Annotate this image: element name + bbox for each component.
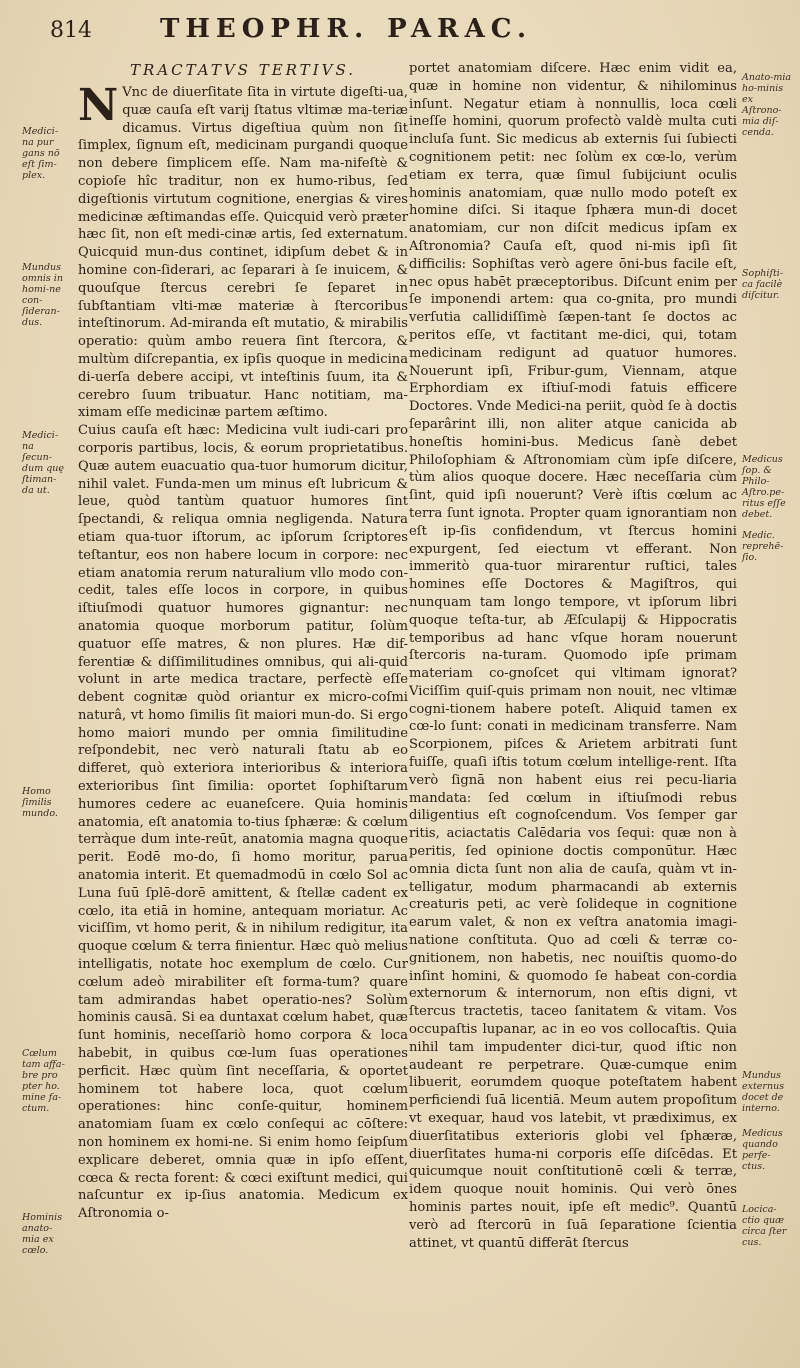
margin-note-left-3: Medici-na ſecun-dum quę ſtiman-da ut. [22, 430, 65, 496]
page-number: 814 [50, 18, 92, 43]
margin-note-left-5: Cœlum tam affa-bre pro pter ho. mine fa-ctum. [22, 1048, 65, 1114]
right-paragraph-1: portet anatomiam diſcere. Hæc enim vidit ea, quæ in homine non videntur, & nihilominus inſunt. Negatur etiam à nonnullis, loca cœli ineſſe homini, quorum profectò valdè multa cuti incluſa ſunt. Sic medicus ab externis ſui ſubiecti cognitionem petit: nec ſolùm ex cœ-lo, verùm etiam ex terra, quæ ſimul ſubijciunt oculis hominis anatomiam, quæ nullo modo poteſt ex homine diſci. Si itaque ſphæra mun-di docet anatomiam, cur non diſcit medicus ipſam ex Aſtronomia? Cauſa eſt, quod ni-mis ipſi ſit difficilis: Sophiſtas verò agere ōni-bus facile eſt, nec opus habēt præceptoribus. Diſcunt enim per ſe imponendi artem: qua co-gnita, pro mundi verſutia callidiſſimè ſæpen-tant ſe doctos ac peritos eſſe, vt factitant me-dici, qui, totam medicinam redigunt ad quatuor humores. Nouerunt ipſi, Fribur-gum, Viennam, atque Erphordiam ex iſtiuſ-modi fatuis efficere Doctores. Vnde Medici-na periit, quòd ſe à doctis ſeparârint illi, non aliter atque canicida ab honeſtis homini-bus. Medicus ſanè debet Philoſophiam & Aſtronomiam cùm ipſe diſcere, tùm alios quoque docere. Hæc neceſſaria cùm ſint, quid ipſi nouerunt? Verè iſtis cœlum ac terra ſunt ignota. Propter quam ignorantiam non eſt ip-ſis confidendum, vt ſtercus homini expurgent, ſed eiectum vt efferant. Non immeritò qua-tuor mirarentur ruſtici, tales homines eſſe Doctores & Magiſtros, qui nunquam tam longo tempore, vt ipſorum libri quoque teſta-tur, ab Æſculapij & Hippocratis temporibus ad hanc vſque horam nouerunt ſtercoris na-turam. Quomodo ipſe primam materiam co-gnoſcet qui vltimam ignorat? Viciſſim quiſ-quis primam non nouit, nec vltimæ cogni-tionem habere poteſt. Aliquid tamen ex cœ-lo ſunt: conati in medicinam transferre. Nam Scorpionem, piſces & Arietem arbitrati ſunt fuiſſe, quaſi iſtis totum cœlum intellige-rent. Iſta verò ſignā non habent eius rei pecu-liaria mandata: ſed cœlum in iſtiuſmodi rebus diligentius eſt cognoſcendum. Vos ſemper gar ritis, aciactatis Calēdaria vos ſequi: quæ non à peritis, ſed opinione doctis componūtur. Hæc omnia dicta ſunt non alia de cauſa, quàm vt in-telligatur, modum pharmacandi ab externis creaturis peti, ac verè ſolideque in cognitione earum valet, & non ex veſtra anatomia imagi-natione conſtituta. Quo ad cœli & terræ co-gnitionem, non habetis, nec nouiſtis quomo-do inſint homini, & quomodo ſe habeat con-cordia externorum & internorum, non eſtis digni, vt ſtercus tractetis, taceo ſanitatem & vitam. Vos occupaſtis lupanar, ac in eo vos collocaſtis. Quia nihil tam impudenter dici-tur, quod iſtic non audeant re perpetrare. Quæ-cumque enim libuerit, eorumdem quoque poteſtatem habent perficiendi ſuā licentiā. Meum autem propoſitum vt exequar, haud vos latebit, vt prædiximus, ex diuerſitatibus exterioris globi vel ſphæræ, diuerſitates huma-ni corporis eſſe diſcēdas. Et quicumque nouit conſtitutionē cœli & terræ, idem quoque nouit hominis. Qui verò ōnes hominis partes nouit, ipſe eſt medic⁹. Quantū verò ad ſtercorū in ſuā ſeparatione ſcientia attinet, vt quantū differāt ſtercus [409, 61, 737, 1251]
margin-note-right-2: Sophiſti-ca facilè diſcitur. [742, 268, 784, 301]
page-header [50, 14, 750, 58]
left-paragraph-1 [78, 80, 408, 422]
margin-note-right-5: Mundus externus docet de interno. [742, 1070, 785, 1114]
margin-note-right-4: Medic. reprehē-ſio. [742, 530, 784, 563]
margin-note-left-4: Homo ſimilis mundo. [22, 786, 58, 819]
drop-cap: N [78, 80, 119, 131]
left-column [78, 60, 408, 1356]
left-paragraph-1-text: Vnc de diuerſitate ſita in virtute digeſti-ua, quæ cauſa eſt varij ſtatus vltimæ ma-teriæ dicamus. Virtus digeſtiua quùm non ſit ſimplex, ſignum eſt, medicinam purgandi quoque non debere ſimplicem eſſe. Nam ma-nifeſtè & copioſe hîc traditur, non ex humo-ribus, ſed digeſtionis virtutum cognitione, energias & vires medicinæ æſtimandas eſſe. Quicquid verò præter hæc ſit, non eſt medi-cinæ artis, ſed externatum. Quicquid mun-dus continet, idipſum debet & in homine con-ſiderari, ac ſeparari à ſe inuicem, & quouſque ſtercus cerebri ſe ſeparet in ſubſtantiam vlti-mæ materiæ à ſtercoribus inteſtinorum. Ad-miranda eſt mutatio, & mirabilis operatio: quùm ambo reuera ſint ſtercora, & multùm diſcrepantia, ex ipſis quoque in medicina di-uerſa debere accipi, vt inteſtinis ſuum, ita & cerebro ſuum tribuatur. Hanc notitiam, ma-ximam eſſe medicinæ partem æſtimo. [78, 85, 408, 421]
running-head [160, 14, 532, 44]
left-paragraph-2: Cuius cauſa eſt hæc: Medicina vult iudi-cari pro corporis partibus, locis, & eorum proprietatibus. Quæ autem euacuatio qua-tuor humorum dicitur, nihil valet. Funda-men um minus eſt lubricum & leue, quòd tantùm quatuor humores ſint ſpectandi, & reliqua omnia negligenda. Natura etiam qua-tuor iſtorum, ac ipſorum ſcriptores teſtantur, eos non habere locum in corpore: nec etiam anatomia rerum naturalium vllo modo con-cedit, tales eſſe locos in corpore, in quibus iſtiuſmodi quatuor humores gignantur: nec anatomia quoque morborum patitur, ſolùm quatuor eſſe matres, & non plures. Hæ dif-ferentiæ & diſſimilitudines omnibus, qui ali-quid volunt in arte medica tractare, perfectè eſſe debent cognitæ quòd oriantur ex micro-coſmi naturâ, vt homo ſimilis ſit maiori mun-do. Si ergo homo maiori mundo per omnia ſimilitudine reſpondebit, nec verò naturali ſtatu ab eo differet, quò exteriora interioribus & interiora exterioribus ſint ſimilia: oportet ſophiſtarum humores cedere ac euaneſcere. Quia hominis anatomia, eſt anatomia to-tius ſphæræ: & cœlum terràque dum inte-reūt, anatomia magna quoque perit. Eodē mo-do, ſi homo moritur, parua anatomia interit. Et quemadmodū in cœlo Sol ac Luna ſuū ſplē-dorē amittent, & ſtellæ cadent ex cœlo, ita etiā in homine, antequam moriatur. Ac viciſſim, vt homo perit, & in nihilum redigitur, ita quoque cœlum & terra finientur. Hæc quò melius intelligatis, notate hoc exemplum de cœlo. Cur cœlum adeò mirabiliter eſt forma-tum? quare tam admirandas habet operatio-nes? Solùm hominis causā. Si ea duntaxat cœlum habet, quæ ſunt hominis, neceſſariò homo corpora & loca habebit, in quibus cœ-lum ſuas operationes perficit. Hæc quùm ſint neceſſaria, & oportet hominem tot habere loca, quot cœlum operationes: hinc conſe-quitur, hominem anatomiam ſuam ex cœlo conſequi ac cōſtere: non hominem ex homi-ne. Si enim homo ſeipſum explicare deberet, omnia quæ in ipſo eſſent, cœca & recta forent: & cœci exiſtunt medici, qui naſcuntur ex ip-ſius anatomia. Medicum ex Aſtronomia o- [78, 423, 408, 1222]
margin-note-left-2: Mundus omnis in homi-ne con-ſideran-dus. [22, 262, 63, 328]
running-head-right: PARAC. [387, 14, 533, 44]
margin-note-right-6: Medicus quando perfe-ctus. [742, 1128, 783, 1172]
running-head-left: THEOPHR. [160, 14, 370, 44]
margin-note-right-3: Medicus ſop. & Philo-Aſtro.pe-ritus eſſe debet. [742, 454, 786, 520]
margin-note-right-7: Locica-ctio quæ circa ſter cus. [742, 1204, 787, 1248]
margin-note-right-1: Anato-mia ho-minis ex Aſtrono-mia diſ-cenda. [742, 72, 792, 138]
right-column [409, 60, 737, 1356]
section-title: TRACTATVS TERTIVS. [130, 61, 356, 79]
margin-note-left-6: Hominis anato-mia ex cœlo. [22, 1212, 63, 1256]
margin-note-left-1: Medici-na pur gans nō eſt ſim-plex. [22, 126, 60, 181]
